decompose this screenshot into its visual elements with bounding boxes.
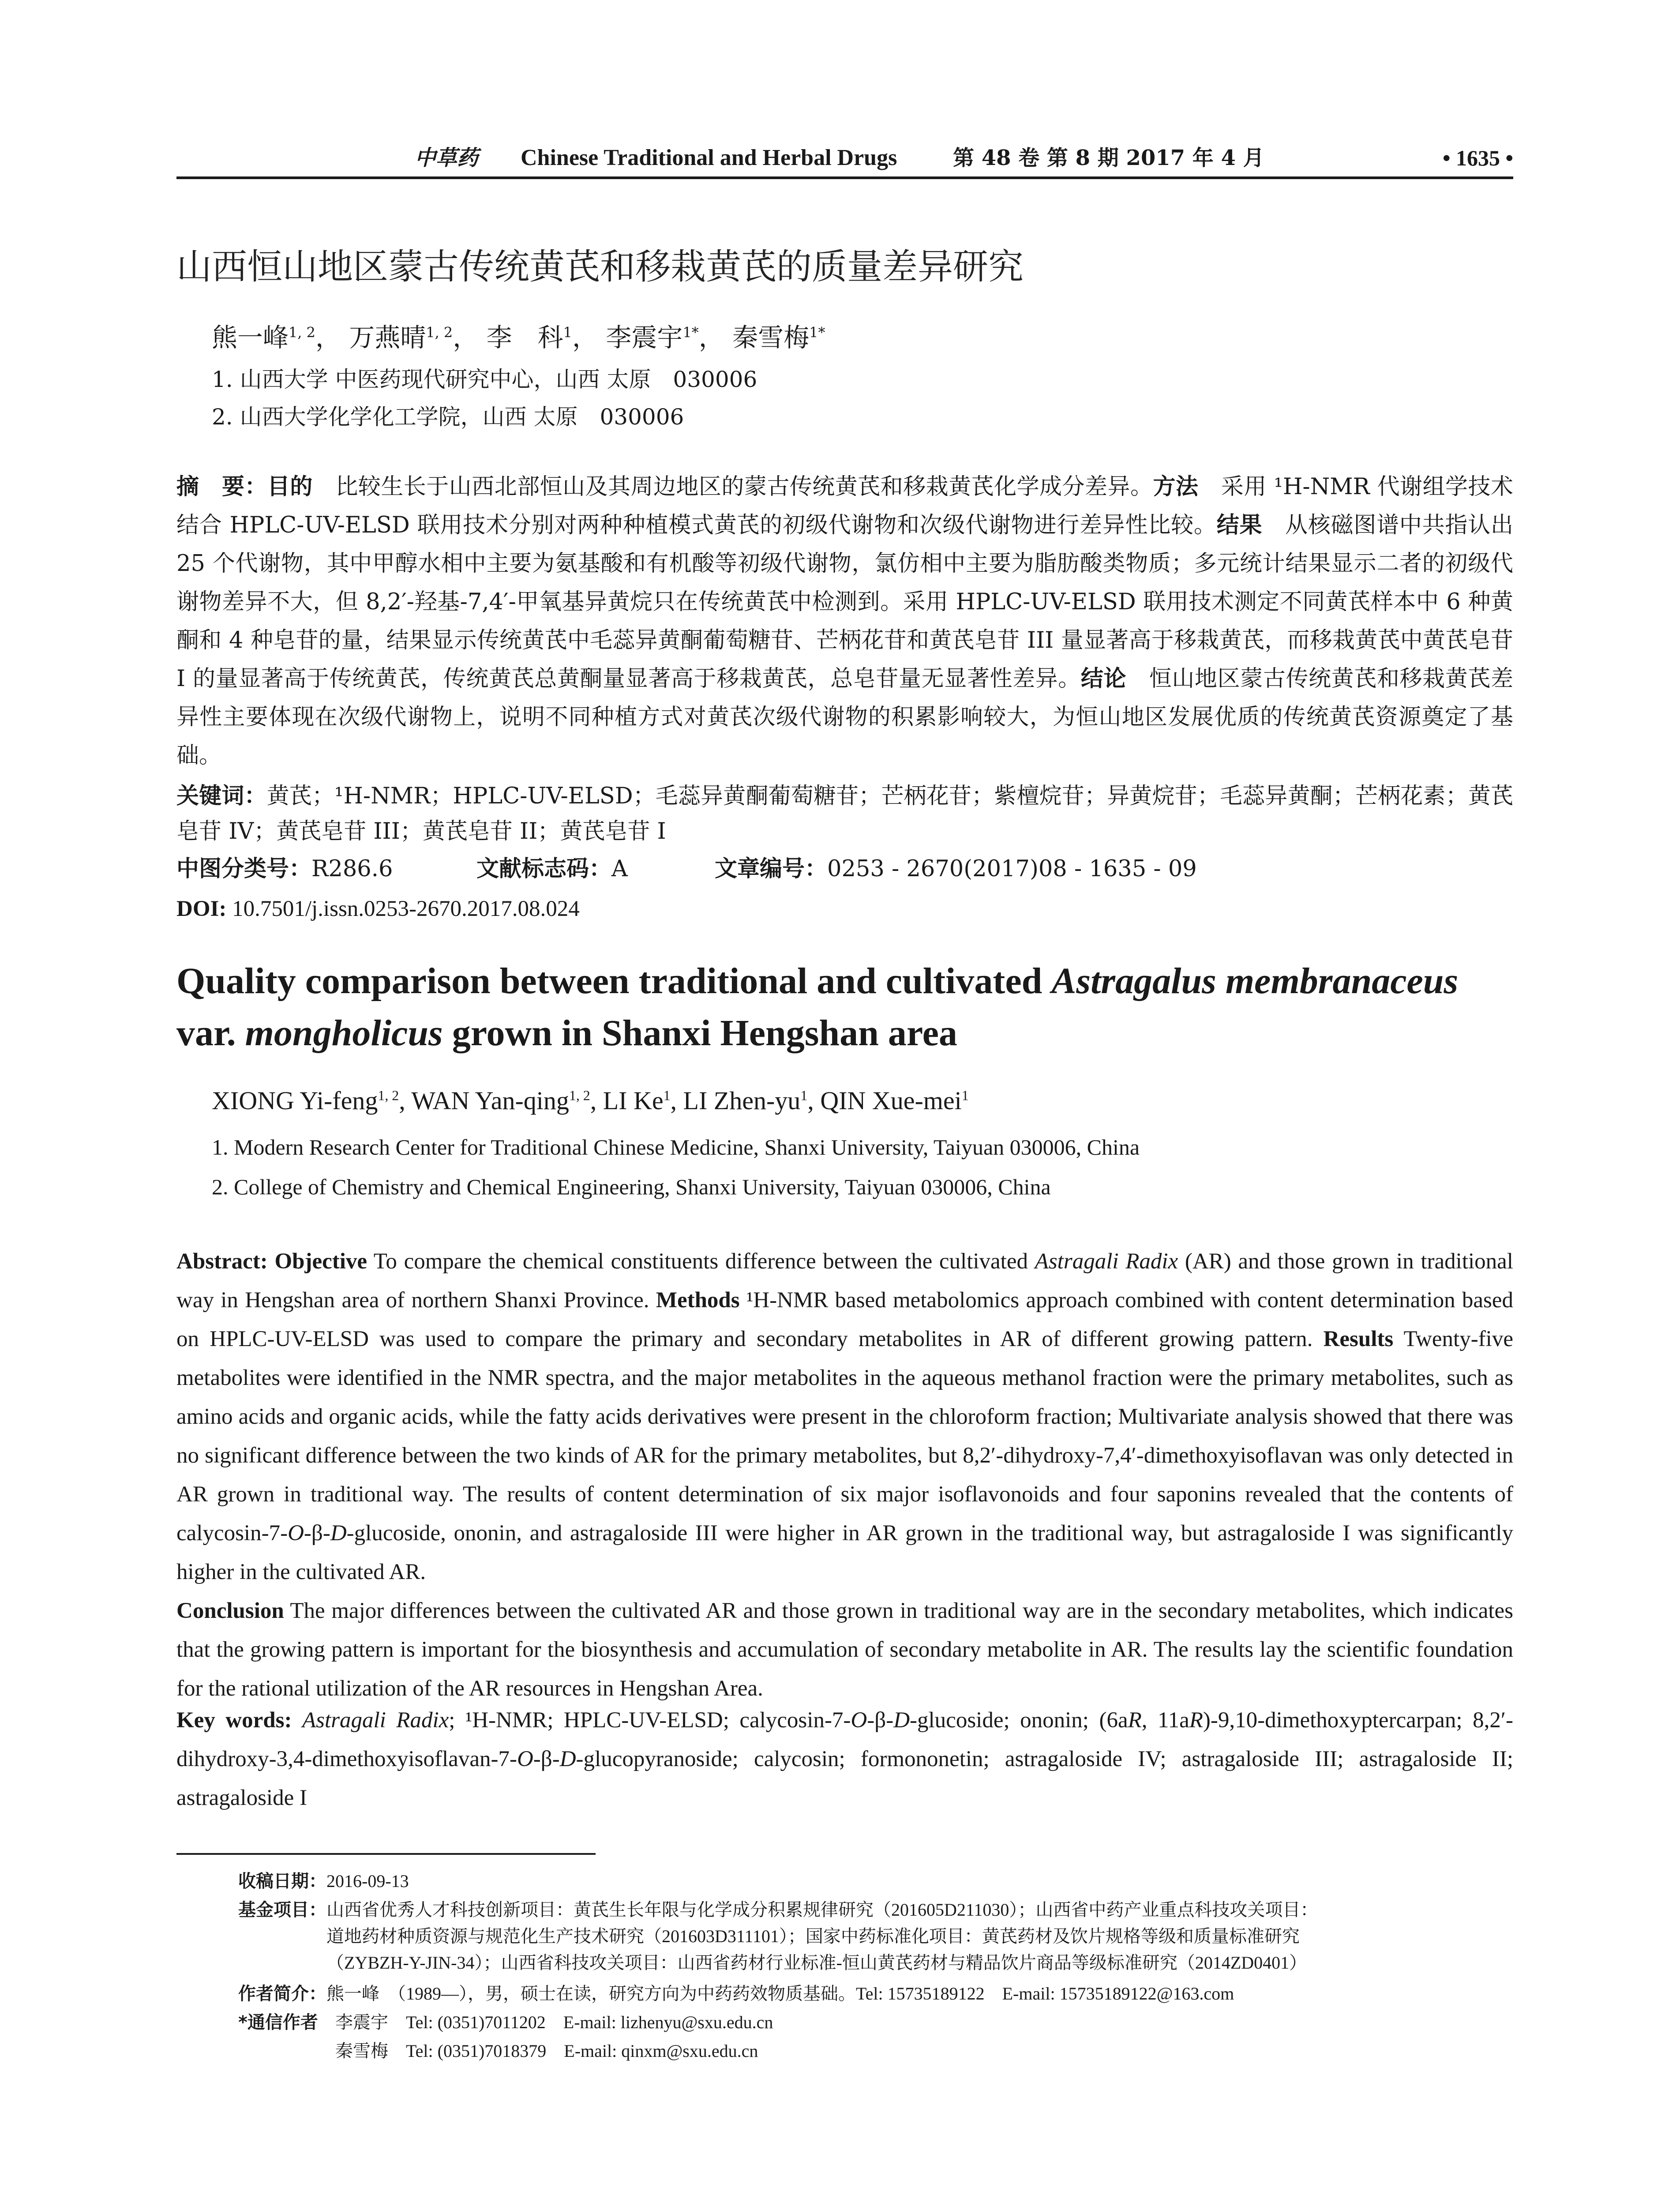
abstract-label: 摘 要： (176, 474, 267, 500)
objective-label: Objective (274, 1249, 368, 1274)
author-name: LI Ke (603, 1086, 664, 1115)
conclusion-label: 结论 (1080, 666, 1127, 692)
en-affiliation-2: 2. College of Chemistry and Chemical Engineering, Shanxi University, Taiyuan 030006, China (212, 1174, 1051, 1199)
italic-term: R (1189, 1708, 1203, 1733)
doc-code: A (611, 856, 628, 882)
cn-affiliation-1: 1. 山西大学 中医药现代研究中心，山西 太原 030006 (212, 367, 758, 392)
author-name: LI Zhen-yu (683, 1086, 801, 1115)
funding-line: （ZYBZH-Y-JIN-34）；山西省科技攻关项目：山西省药材行业标准-恒山黄芪药材与精品饮片商品等级标准研究（2014ZD0401） (326, 1953, 1307, 1973)
footnote-funding (238, 1897, 1513, 1977)
keywords-text: )-9,10-dimethoxyptercarpan; 8,2′-dihydroxy-3,4-dimethoxyisoflavan-7- (176, 1708, 1513, 1771)
author-separator: ， (572, 323, 598, 353)
doc-code-label: 文献标志码： (476, 856, 612, 882)
funding-line: 山西省优秀人才科技创新项目：黄芪生长年限与化学成分积累规律研究（201605D211030）；山西省中药产业重点科技攻关项目： (326, 1900, 1318, 1920)
en-authors (212, 1083, 969, 1118)
author-affiliation-mark: 1, 2 (378, 1088, 399, 1103)
conclusion-text: 恒山地区蒙古传统黄芪和移栽黄芪差异性主要体现在次级代谢物上，说明不同种植方式对黄芪次级代谢物的积累影响较大，为恒山地区发展优质的传统黄芪资源奠定了基础。 (176, 666, 1513, 769)
results-text: 从核磁图谱中共指认出 25 个代谢物，其中甲醇水相中主要为氨基酸和有机酸等初级代谢物，氯仿相中主要为脂肪酸类物质；多元统计结果显示二者的初级代谢物差异不大，但 8,2′-羟基-7,4′-甲氧基异黄烷只在传统黄芪中检测到。采用 HPLC-UV-ELSD 联用技术测定不同黄芪样本中 6 种黄酮和 4 种皂苷的量，结果显示传统黄芪中毛蕊异黄酮葡萄糖苷、芒柄花苷和黄芪皂苷 III 量显著高于移栽黄芪，而移栽黄芪中黄芪皂苷 I 的量显著高于传统黄芪，传统黄芪总黄酮量显著高于移栽黄芪，总皂苷量无显著性差异。 (176, 512, 1513, 692)
author-name: 秦雪梅 (732, 323, 810, 353)
en-affiliation-1: 1. Modern Research Center for Traditional Chinese Medicine, Shanxi University, Taiyuan 030006, China (212, 1135, 1140, 1159)
keywords-text: ; ¹H-NMR; HPLC-UV-ELSD; calycosin-7- (449, 1708, 851, 1733)
author-affiliation-mark: 1 (800, 1088, 808, 1103)
species-term: Astragali Radix (1035, 1249, 1178, 1274)
author-name: 李震宇 (606, 323, 683, 353)
author-separator: ， (453, 323, 479, 353)
results-text: Twenty-five metabolites were identified in the NMR spectra, and the major metabolites in the aqueous methanol fraction were the primary metabolites, such as amino acids and organic acids, while the fatty acids derivatives were present in the chloroform fraction; Multivariate analysis showed that there was no significant difference between the two kinds of AR for the primary metabolites, but 8,2′-dihydroxy-7,4′-dimethoxyisoflavan was only detected in AR grown in traditional way. The results of content determination of six major isoflavonoids and four saponins revealed that the contents of calycosin-7- (176, 1327, 1513, 1546)
italic-term: D (330, 1521, 347, 1546)
objective-text: (AR) and those grown in traditional way in Hengshan area of northern Shanxi Province. (176, 1249, 1513, 1313)
article-number-label: 文章编号： (715, 856, 828, 882)
keywords-label: 关键词： (176, 783, 267, 809)
running-header (176, 140, 1513, 176)
classification-label: 中图分类号： (176, 856, 312, 882)
author-affiliation-mark: 1, 2 (426, 324, 453, 341)
cn-abstract (176, 468, 1513, 775)
article-number: 0253 - 2670(2017)08 - 1635 - 09 (827, 856, 1197, 882)
results-label: Results (1323, 1327, 1394, 1351)
author-name: 熊一峰 (212, 323, 289, 353)
funding-label: 基金项目： (238, 1900, 326, 1920)
results-text: -glucoside, ononin, and astragaloside III were higher in AR grown in the traditional way, but astragaloside I was significantly higher in the cultivated AR. (176, 1521, 1513, 1584)
author-bio: 熊一峰 （1989—），男，硕士在读，研究方向为中药药效物质基础。Tel: 15735189122 E-mail: 15735189122@163.com (326, 1984, 1234, 2003)
conclusion-label: Conclusion (176, 1598, 284, 1623)
en-title-variety: mongholicus (245, 1013, 443, 1054)
author-separator: , (807, 1086, 821, 1115)
doi-label: DOI: (176, 897, 227, 921)
author-name: QIN Xue-mei (820, 1086, 962, 1115)
italic-term: D (559, 1747, 576, 1771)
keywords-text: -β- (533, 1747, 560, 1771)
italic-term: O (517, 1747, 533, 1771)
author-affiliation-mark: 1 (563, 324, 572, 341)
cn-classification-line (176, 852, 1513, 887)
objective-text: To compare the chemical constituents difference between the cultivated (367, 1249, 1035, 1274)
results-text: -β- (304, 1521, 330, 1546)
doi-value: 10.7501/j.issn.0253-2670.2017.08.024 (226, 897, 580, 921)
author-separator: , (670, 1086, 683, 1115)
en-title-species: Astragalus membranaceus (1051, 960, 1459, 1002)
journal-name-cn: 中草药 (415, 146, 479, 170)
funding-line: 道地药材种质资源与规范化生产技术研究（201603D311101）；国家中药标准化项目：黄芪药材及饮片规格等级和质量标准研究 (326, 1926, 1300, 1946)
corresponding-author: 李震宇 Tel: (0351)7011202 E-mail: lizhenyu@sxu.edu.cn (335, 2012, 773, 2032)
keywords-text: 黄芪；¹H-NMR；HPLC-UV-ELSD；毛蕊异黄酮葡萄糖苷；芒柄花苷；紫檀烷苷；异黄烷苷；毛蕊异黄酮；芒柄花素；黄芪皂苷 IV；黄芪皂苷 III；黄芪皂苷 II；黄芪皂苷 I (176, 783, 1513, 844)
italic-term: R (1128, 1708, 1142, 1733)
methods-label: Methods (656, 1288, 740, 1313)
methods-text: ¹H-NMR based metabolomics approach combined with content determination based on HPLC-UV-ELSD was used to compare the primary and secondary metabolites in AR of different growing pattern. (176, 1288, 1513, 1351)
corresponding-label: *通信作者 (238, 2012, 318, 2033)
author-name: WAN Yan-qing (411, 1086, 569, 1115)
author-name: 万燕晴 (349, 323, 426, 353)
keywords-text: , 11a (1141, 1708, 1189, 1733)
journal-name-en: Chinese Traditional and Herbal Drugs (521, 145, 897, 170)
header-divider (176, 176, 1513, 179)
en-title-text: var. (176, 1013, 245, 1054)
received-label: 收稿日期： (238, 1871, 326, 1891)
objective-label: 目的 (267, 474, 313, 500)
cn-affiliation-2: 2. 山西大学化学化工学院，山西 太原 030006 (212, 404, 684, 430)
objective-text: 比较生长于山西北部恒山及其周边地区的蒙古传统黄芪和移栽黄芪化学成分差异。 (312, 474, 1153, 500)
en-abstract (176, 1242, 1513, 1708)
author-separator: , (590, 1086, 603, 1115)
italic-term: D (893, 1708, 910, 1733)
cn-authors (212, 320, 825, 355)
classification-code: R286.6 (311, 856, 393, 882)
methods-label: 方法 (1153, 474, 1199, 500)
author-affiliation-mark: 1 (663, 1088, 671, 1103)
author-affiliation-mark: 1* (682, 324, 699, 341)
author-separator: , (399, 1086, 412, 1115)
footnote-received (238, 1868, 1513, 1894)
corresponding-author: 秦雪梅 Tel: (0351)7018379 E-mail: qinxm@sxu.edu.cn (335, 2041, 758, 2061)
en-keywords (176, 1701, 1513, 1817)
author-affiliation-mark: 1 (961, 1088, 969, 1103)
en-title-text: Quality comparison between traditional and cultivated (176, 960, 1052, 1002)
results-label: 结果 (1216, 512, 1263, 538)
cn-keywords (176, 779, 1513, 849)
cn-title: 山西恒山地区蒙古传统黄芪和移栽黄芪的质量差异研究 (176, 246, 1024, 287)
page-number: • 1635 • (1442, 146, 1513, 170)
author-bio-label: 作者简介： (238, 1984, 326, 2004)
author-name: 李 科 (486, 323, 563, 353)
received-date: 2016-09-13 (326, 1871, 409, 1891)
keywords-text: -glucoside; ononin; (6a (910, 1708, 1128, 1733)
author-separator: ， (315, 323, 341, 353)
author-affiliation-mark: 1* (809, 324, 825, 341)
doi-line (176, 891, 580, 927)
methods-text: 采用 ¹H-NMR 代谢组学技术结合 HPLC-UV-ELSD 联用技术分别对两种种植模式黄芪的初级代谢物和次级代谢物进行差异性比较。 (176, 474, 1513, 538)
author-affiliation-mark: 1, 2 (569, 1088, 590, 1103)
en-title-text: grown in Shanxi Hengshan area (442, 1013, 957, 1054)
keywords-text: -glucopyranoside; calycosin; formononetin; astragaloside IV; astragaloside III; astragaloside II; astragaloside I (176, 1747, 1513, 1810)
abstract-label: Abstract: (176, 1249, 275, 1274)
en-title (176, 955, 1513, 1059)
footnote-corresponding (238, 2010, 1513, 2067)
keywords-label: Key words: (176, 1708, 302, 1733)
footnote-divider (176, 1853, 596, 1855)
keywords-text: -β- (867, 1708, 894, 1733)
issue-info: 第 48 卷 第 8 期 2017 年 4 月 (953, 146, 1264, 170)
italic-term: O (288, 1521, 304, 1546)
conclusion-text: The major differences between the cultivated AR and those grown in traditional way are in the secondary metabolites, which indicates that the growing pattern is important for the biosynthesis and accumulation of secondary metabolite in AR. The results lay the scientific foundation for the rational utilization of the AR resources in Hengshan Area. (176, 1598, 1513, 1701)
author-separator: ， (698, 323, 724, 353)
italic-term: O (851, 1708, 867, 1733)
italic-term: Astragali Radix (302, 1708, 449, 1733)
author-name: XIONG Yi-feng (212, 1086, 378, 1115)
footnote-author-bio (238, 1981, 1513, 2007)
author-affiliation-mark: 1, 2 (289, 324, 315, 341)
